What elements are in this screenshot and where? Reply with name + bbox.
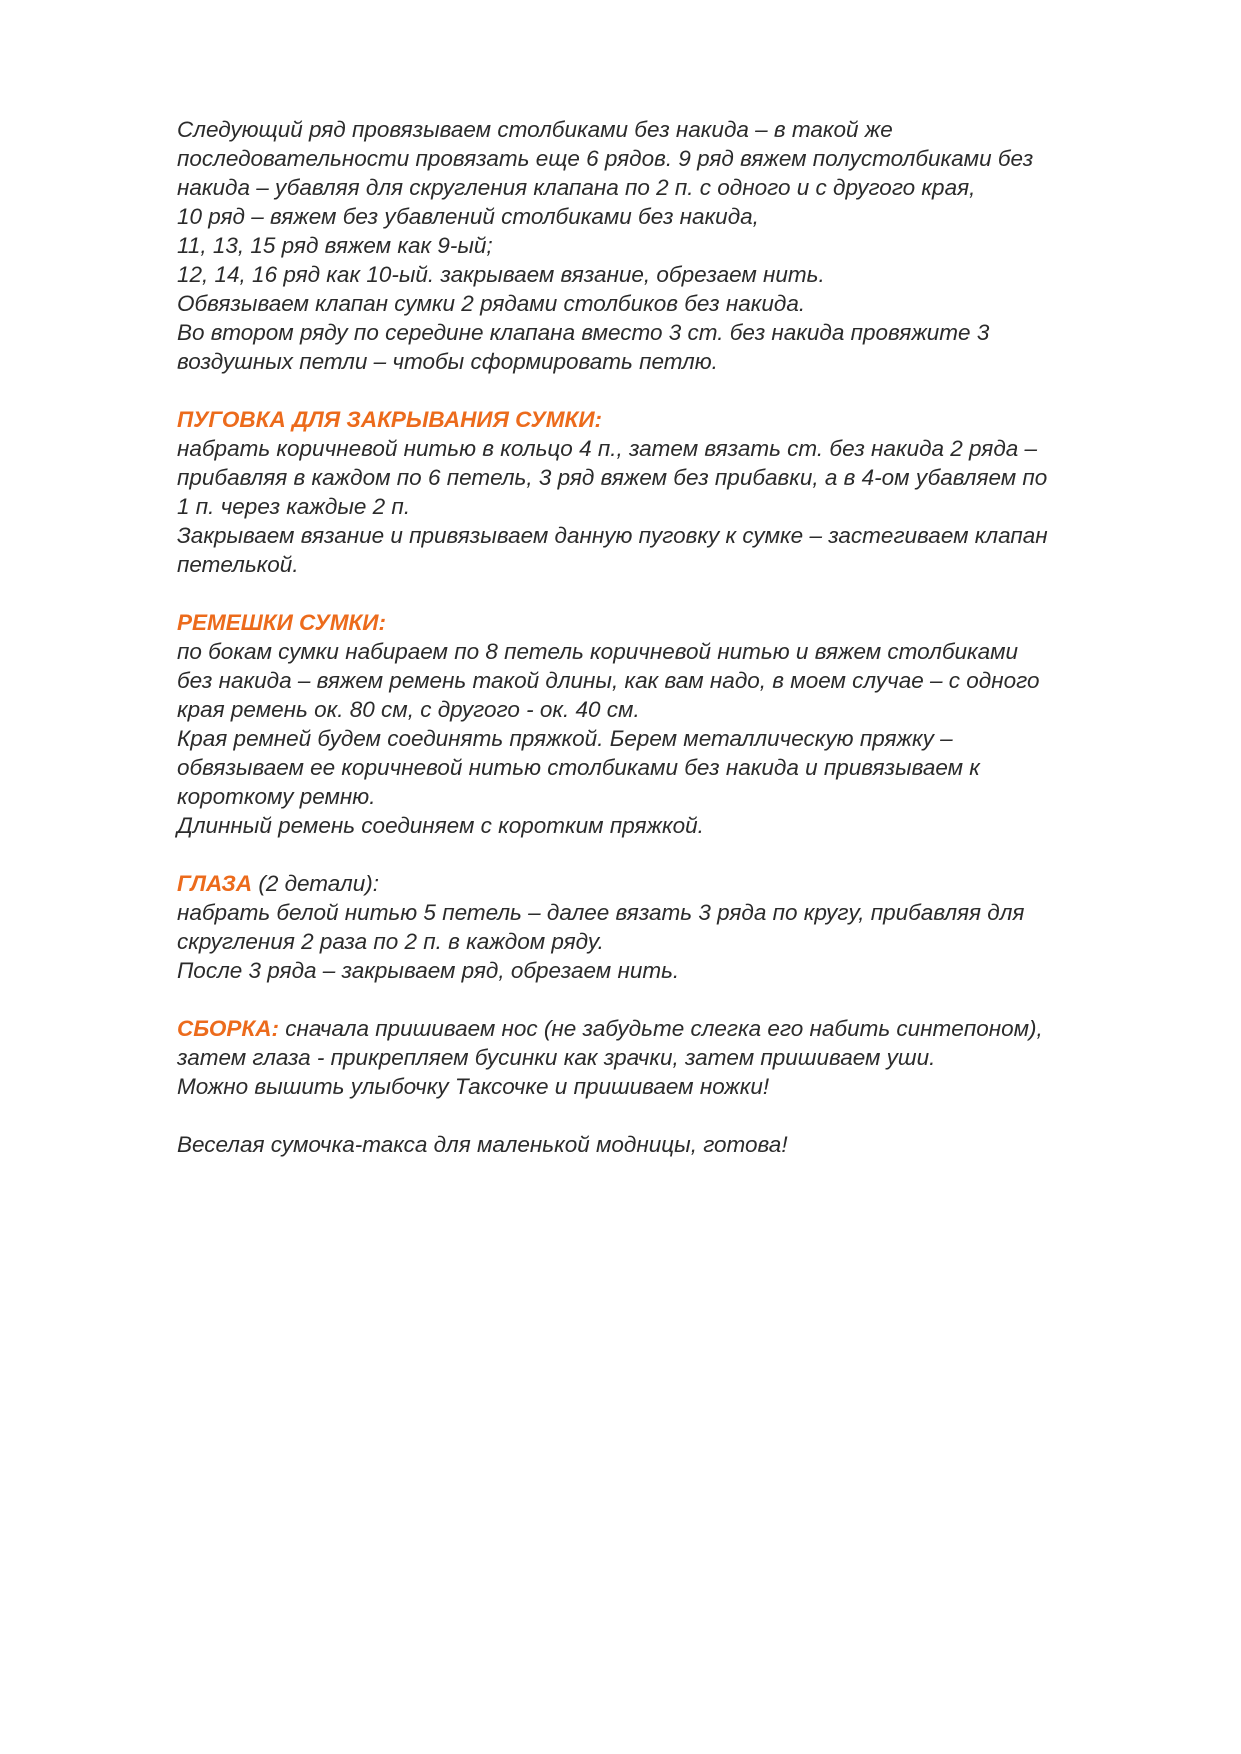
text-line: Следующий ряд провязываем столбиками без накида – в такой же <box>177 117 893 142</box>
text-line: короткому ремню. <box>177 784 376 809</box>
text-line: Закрываем вязание и привязываем данную пуговку к сумке – застегиваем клапан <box>177 523 1048 548</box>
text-line: 11, 13, 15 ряд вяжем как 9-ый; <box>177 233 493 258</box>
section-heading-button: ПУГОВКА ДЛЯ ЗАКРЫВАНИЯ СУМКИ: <box>177 407 603 432</box>
text-line: накида – убавляя для скругления клапана по 2 п. с одного и с другого края, <box>177 175 976 200</box>
text-line: прибавляя в каждом по 6 петель, 3 ряд вяжем без прибавки, а в 4-ом убавляем по <box>177 465 1048 490</box>
text-line: 1 п. через каждые 2 п. <box>177 494 411 519</box>
text-line: воздушных петли – чтобы сформировать петлю. <box>177 349 718 374</box>
text-line: обвязываем ее коричневой нитью столбиками без накида и привязываем к <box>177 755 980 780</box>
paragraph-spacer <box>177 840 1157 869</box>
text-line: без накида – вяжем ремень такой длины, как вам надо, в моем случае – с одного <box>177 668 1040 693</box>
text-line: по бокам сумки набираем по 8 петель коричневой нитью и вяжем столбиками <box>177 639 1019 664</box>
closing-paragraph <box>177 1130 1157 1159</box>
assembly-section <box>177 1014 1157 1101</box>
section-heading-eyes: ГЛАЗА <box>177 871 253 896</box>
text-line: края ремень ок. 80 см, с другого - ок. 40 см. <box>177 697 640 722</box>
text-line: После 3 ряда – закрываем ряд, обрезаем нить. <box>177 958 680 983</box>
text-line: петелькой. <box>177 552 299 577</box>
paragraph-spacer <box>177 1101 1157 1130</box>
paragraph-spacer <box>177 579 1157 608</box>
document-body <box>177 115 1157 1159</box>
text-line: Длинный ремень соединяем с коротким пряжкой. <box>177 813 704 838</box>
text-line: набрать коричневой нитью в кольцо 4 п., затем вязать ст. без накида 2 ряда – <box>177 436 1038 461</box>
text-line: Обвязываем клапан сумки 2 рядами столбиков без накида. <box>177 291 806 316</box>
section-heading-straps: РЕМЕШКИ СУМКИ: <box>177 610 386 635</box>
straps-section <box>177 608 1157 840</box>
paragraph-spacer <box>177 376 1157 405</box>
assembly-first-line <box>177 1014 1157 1043</box>
text-line: затем глаза - прикрепляем бусинки как зрачки, затем пришиваем уши. <box>177 1045 936 1070</box>
closing-line: Веселая сумочка-такса для маленькой модницы, готова! <box>177 1132 788 1157</box>
text-line: последовательности провязать еще 6 рядов. 9 ряд вяжем полустолбиками без <box>177 146 1034 171</box>
text-line: 12, 14, 16 ряд как 10-ый. закрываем вязание, обрезаем нить. <box>177 262 825 287</box>
assembly-first-line-text: сначала пришиваем нос (не забудьте слегка его набить синтепоном), <box>278 1016 1043 1041</box>
paragraph-spacer <box>177 985 1157 1014</box>
eyes-heading-suffix: (2 детали): <box>252 871 379 896</box>
text-line: скругления 2 раза по 2 п. в каждом ряду. <box>177 929 604 954</box>
button-section <box>177 405 1157 579</box>
intro-paragraph <box>177 115 1157 376</box>
section-heading-assembly: СБОРКА: <box>177 1016 279 1041</box>
text-line: набрать белой нитью 5 петель – далее вязать 3 ряда по кругу, прибавляя для <box>177 900 1025 925</box>
text-line: Края ремней будем соединять пряжкой. Берем металлическую пряжку – <box>177 726 953 751</box>
eyes-section <box>177 869 1157 985</box>
text-line: Можно вышить улыбочку Таксочке и пришиваем ножки! <box>177 1074 770 1099</box>
text-line: 10 ряд – вяжем без убавлений столбиками без накида, <box>177 204 759 229</box>
eyes-heading-line <box>177 869 1157 898</box>
text-line: Во втором ряду по середине клапана вместо 3 ст. без накида провяжите 3 <box>177 320 990 345</box>
